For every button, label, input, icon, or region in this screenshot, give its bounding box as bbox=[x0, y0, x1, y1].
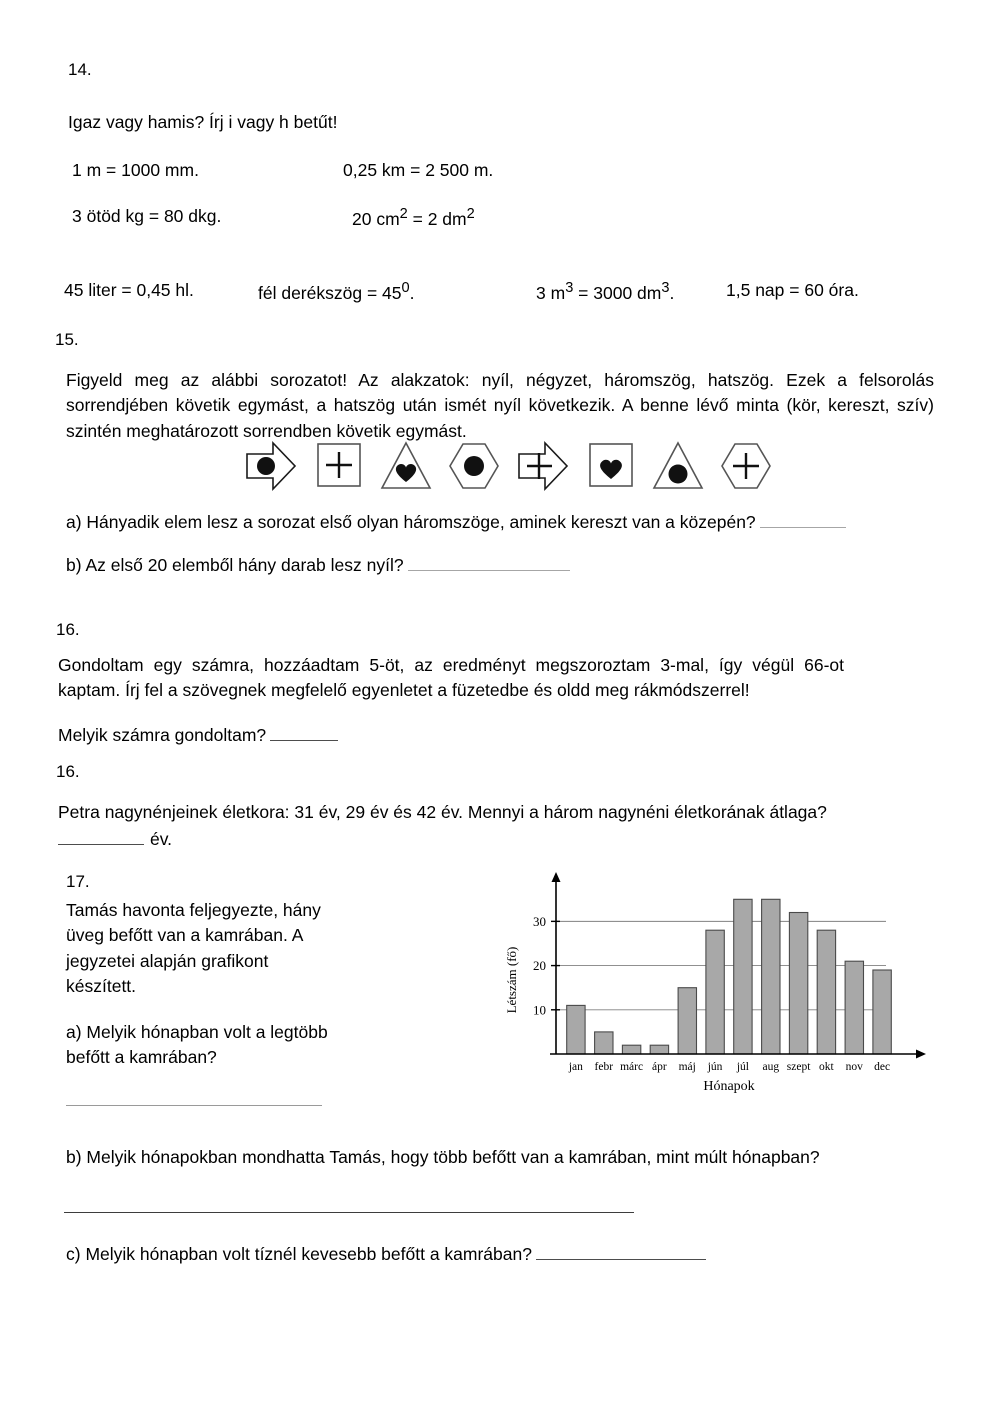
sequence-item-arrow-circle bbox=[243, 438, 297, 494]
chart-y-axis-title: Létszám (fő) bbox=[504, 946, 519, 1014]
sequence-item-arrow-cross bbox=[515, 438, 569, 494]
chart-bar bbox=[789, 913, 807, 1055]
task-14-item-4-sup2: 2 bbox=[466, 206, 475, 222]
chart-x-tick-label: ápr bbox=[652, 1061, 667, 1073]
sequence-item-square-heart bbox=[583, 438, 637, 494]
task-15-question-b-text: b) Az első 20 elemből hány darab lesz nyíl? bbox=[66, 555, 404, 575]
task-14-item-4 bbox=[352, 204, 475, 232]
chart-bar bbox=[817, 930, 835, 1054]
task-14-item-3: 3 ötöd kg = 80 dkg. bbox=[72, 206, 222, 226]
chart-x-tick-label: okt bbox=[819, 1061, 834, 1073]
task-17-answer-b-blank[interactable] bbox=[64, 1212, 634, 1213]
bar-chart-svg bbox=[498, 872, 928, 1112]
chart-y-tick-label: 20 bbox=[533, 958, 546, 974]
task-16b-answer-blank[interactable] bbox=[58, 828, 144, 845]
chart-y-tick-label: 10 bbox=[533, 1002, 546, 1018]
task-17-number: 17. bbox=[66, 872, 90, 891]
task-14-item-2: 0,25 km = 2 500 m. bbox=[343, 160, 494, 180]
task-16a-body: Gondoltam egy számra, hozzáadtam 5-öt, az eredményt megszoroztam 3-mal, így végül 66-ot kaptam. Írj fel a szövegnek megfelelő egyenletet a füzetedbe és oldd meg rákmódszerrel! bbox=[58, 655, 844, 701]
sequence-item-hexagon-cross bbox=[719, 438, 773, 494]
chart-x-tick-label: máj bbox=[678, 1061, 696, 1073]
chart-x-tick-label: júl bbox=[736, 1061, 749, 1073]
chart-bar bbox=[567, 1005, 585, 1054]
task-14-item-7-mid: = 3000 dm bbox=[573, 282, 662, 303]
befott-bar-chart bbox=[498, 872, 928, 1112]
task-17-question-c bbox=[66, 1242, 706, 1267]
task-14-item-7 bbox=[536, 278, 674, 306]
chart-x-tick-label: jan bbox=[568, 1061, 583, 1073]
chart-bars bbox=[567, 899, 892, 1054]
task-14-item-6-post: . bbox=[409, 282, 415, 303]
task-14-item-7-sup1: 3 bbox=[565, 280, 574, 296]
task-14-item-6 bbox=[258, 278, 414, 306]
chart-x-tick-labels bbox=[568, 1061, 890, 1073]
chart-bar bbox=[650, 1045, 668, 1054]
task-15-body: Figyeld meg az alábbi sorozatot! Az alakzatok: nyíl, négyzet, háromszög, hatszög. Ezek a felsorolás sorrendjében követik egymást, a hatszög után ismét nyíl következik. A benne lévő minta (kör, kereszt, szív) szintén meghatározott sorrendben követik egymást. bbox=[66, 370, 934, 441]
chart-x-tick-label: dec bbox=[874, 1061, 891, 1073]
chart-bar bbox=[622, 1045, 640, 1054]
task-17-question-a: a) Melyik hónapban volt a legtöbb befőtt a kamrában? bbox=[66, 1022, 328, 1068]
task-14-item-7-sup2: 3 bbox=[661, 280, 670, 296]
chart-bar bbox=[678, 988, 696, 1054]
task-15-question-b bbox=[66, 553, 570, 578]
chart-x-axis-title: Hónapok bbox=[703, 1079, 755, 1094]
chart-x-tick-label: márc bbox=[620, 1061, 644, 1073]
task-14-item-4-mid: = 2 dm bbox=[407, 208, 467, 229]
chart-x-tick-label: febr bbox=[594, 1061, 614, 1073]
chart-x-tick-label: aug bbox=[762, 1061, 780, 1073]
chart-x-tick-label: jún bbox=[707, 1061, 723, 1073]
task-16b-unit: év. bbox=[150, 829, 173, 849]
task-16a-answer-blank[interactable] bbox=[270, 724, 338, 741]
sequence-item-hexagon-circle bbox=[447, 438, 501, 494]
sequence-item-triangle-heart bbox=[379, 438, 433, 494]
task-14-item-5: 45 liter = 0,45 hl. bbox=[64, 280, 194, 300]
chart-bar bbox=[595, 1032, 613, 1054]
task-14-number: 14. bbox=[68, 60, 92, 79]
task-16a-number: 16. bbox=[56, 620, 80, 639]
task-14-item-4-sup1: 2 bbox=[399, 206, 408, 222]
task-14-item-7-pre: 3 m bbox=[536, 282, 566, 303]
task-14-item-6-sup: 0 bbox=[401, 280, 410, 296]
chart-y-tick-label: 30 bbox=[533, 913, 546, 929]
chart-bar bbox=[873, 970, 891, 1054]
task-14-item-4-pre: 20 cm bbox=[352, 208, 400, 229]
sequence-item-triangle-circle bbox=[651, 438, 705, 494]
task-17-answer-c-blank[interactable] bbox=[536, 1243, 706, 1260]
task-14-item-8: 1,5 nap = 60 óra. bbox=[726, 280, 859, 300]
task-16a-question bbox=[58, 723, 338, 748]
chart-bar bbox=[845, 961, 863, 1054]
task-17-question-b: b) Melyik hónapokban mondhatta Tamás, hogy több befőtt van a kamrában, mint múlt hónapban? bbox=[66, 1147, 820, 1167]
chart-bar bbox=[706, 930, 724, 1054]
task-14-item-1: 1 m = 1000 mm. bbox=[72, 160, 199, 180]
task-17-question-c-text: c) Melyik hónapban volt tíznél kevesebb befőtt a kamrában? bbox=[66, 1244, 532, 1264]
chart-x-tick-label: szept bbox=[786, 1061, 811, 1073]
task-15-question-a bbox=[66, 510, 846, 535]
task-15-number: 15. bbox=[55, 330, 79, 349]
task-17-answer-a-blank[interactable] bbox=[66, 1105, 322, 1106]
task-17-intro: Tamás havonta feljegyezte, hány üveg befőtt van a kamrában. A jegyzetei alapján grafikont készített. bbox=[66, 900, 321, 997]
shape-sequence bbox=[243, 438, 773, 494]
chart-x-tick-label: nov bbox=[845, 1061, 863, 1073]
task-16b-number: 16. bbox=[56, 762, 80, 781]
task-15-answer-b-blank[interactable] bbox=[408, 554, 570, 571]
task-16a-question-text: Melyik számra gondoltam? bbox=[58, 725, 267, 745]
task-14-item-7-post: . bbox=[669, 282, 675, 303]
task-16b-body: Petra nagynénjeinek életkora: 31 év, 29 év és 42 év. Mennyi a három nagynéni életkorának átlaga? bbox=[58, 802, 827, 822]
chart-bar bbox=[734, 899, 752, 1054]
task-16b-answer-row bbox=[58, 827, 172, 852]
task-15-answer-a-blank[interactable] bbox=[760, 511, 846, 528]
task-14-prompt: Igaz vagy hamis? Írj i vagy h betűt! bbox=[68, 112, 338, 132]
task-15-question-a-text: a) Hányadik elem lesz a sorozat első olyan háromszöge, aminek kereszt van a közepén? bbox=[66, 512, 756, 532]
sequence-item-square-cross bbox=[311, 438, 365, 494]
chart-bar bbox=[762, 899, 780, 1054]
task-14-item-6-pre: fél derékszög = 45 bbox=[258, 282, 402, 303]
